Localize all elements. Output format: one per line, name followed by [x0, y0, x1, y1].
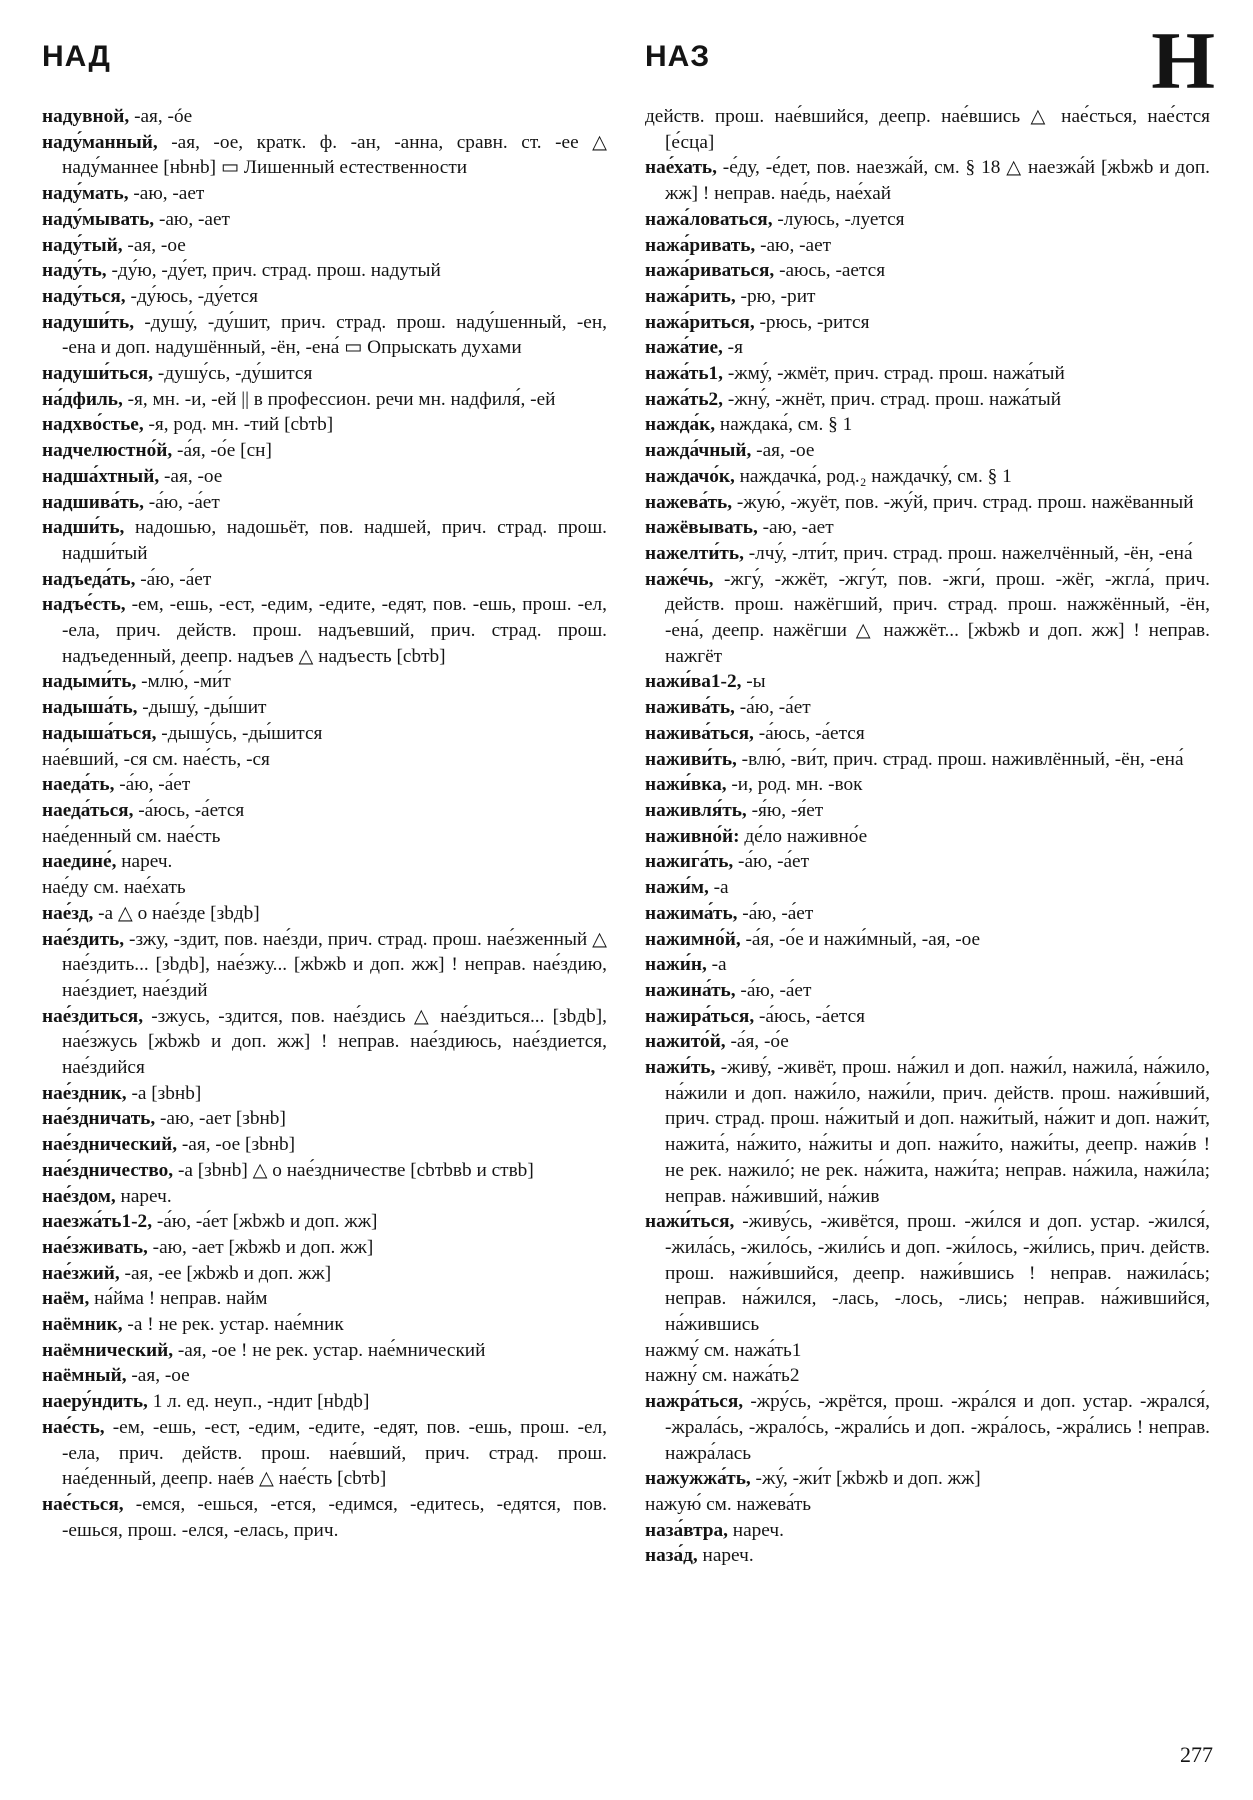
- headword: нажимно́й,: [645, 928, 741, 950]
- entry-text: -ая, -óе: [129, 106, 193, 127]
- entry-text: -влю́, -ви́т, прич. страд. прош. наживлённый, -ён, -ена́: [736, 748, 1184, 770]
- headword: нажито́й,: [645, 1031, 726, 1053]
- entry-text: -зжу, -здит, пов. нае́зди, прич. страд. прош. нае́зженный △ нае́здить... [зbдb], нае́зжу... [жbжb и доп. жж] ! неправ. нае́здию, нае́здиет, нае́здий: [62, 928, 607, 1001]
- entry-text: -а́юсь, -а́ется: [753, 722, 865, 744]
- dictionary-entry: [645, 1492, 1210, 1518]
- entry-text: -а́ю, -а́ет: [135, 568, 212, 590]
- headword: наживно́й:: [645, 825, 740, 847]
- headword: нае́здить,: [42, 928, 125, 950]
- headword: наеда́ть,: [42, 774, 115, 796]
- headword: надхво́стье,: [42, 414, 144, 436]
- page-number: 277: [1180, 1742, 1213, 1767]
- right-column: [645, 104, 1210, 1569]
- dictionary-entry: [42, 1389, 607, 1415]
- entry-text: -душу́, -ду́шит, прич. страд. прош. наду́шенный, -ен, -ена и доп. надушённый, -ён, -ена́ ▭ Опрыскать духами: [62, 311, 607, 359]
- entry-text: нае́денный см. нае́сть: [42, 825, 221, 847]
- headword: наеру́ндить,: [42, 1391, 148, 1413]
- dictionary-entry: [42, 207, 607, 233]
- entry-text: -ду́ю, -ду́ет, прич. страд. прош. надутый: [106, 260, 441, 282]
- entry-text: -а: [706, 954, 727, 976]
- entry-text: -жую́, -жуёт, пов. -жу́й, прич. страд. прош. нажёванный: [732, 491, 1194, 513]
- headword: нажда́чный,: [645, 440, 752, 462]
- dictionary-entry: [645, 1004, 1210, 1030]
- dictionary-entry: [645, 1518, 1210, 1544]
- headword: наживи́ть,: [645, 748, 737, 770]
- entry-text: -жну́, -жнёт, прич. страд. прош. нажа́тый: [723, 388, 1062, 410]
- dictionary-entry: [645, 1389, 1210, 1466]
- headword: нае́зднический,: [42, 1134, 178, 1156]
- running-head-right: НАЗ: [645, 40, 711, 73]
- dictionary-entry: [42, 490, 607, 516]
- dictionary-entry: [42, 1415, 607, 1492]
- dictionary-entry: [42, 1184, 607, 1210]
- entry-text: -аю, -ает: [128, 183, 205, 205]
- entry-text: -я́ю, -я́ет: [746, 799, 824, 821]
- dictionary-entry: [42, 412, 607, 438]
- dictionary-entry: [645, 875, 1210, 901]
- entry-text: -а [зbнb] △ о нае́здничестве [сbтbвb и ствb]: [173, 1159, 534, 1181]
- entry-text: на́йма ! неправ. найм: [89, 1288, 268, 1310]
- dictionary-entry: [645, 1363, 1210, 1389]
- headword: нажа́ривать,: [645, 234, 756, 256]
- headword: нае́зжий,: [42, 1262, 120, 1284]
- headword: нажелти́ть,: [645, 542, 744, 564]
- dictionary-entry: [42, 361, 607, 387]
- entry-text: -ы: [741, 671, 766, 693]
- entry-text: -а́я, -о́е: [725, 1031, 789, 1053]
- entry-text: -млю́, -ми́т: [136, 671, 231, 693]
- headword: надуши́ться,: [42, 363, 154, 385]
- dictionary-entry: [42, 592, 607, 669]
- entry-text: -жму́, -жмёт, прич. страд. прош. нажа́тый: [723, 363, 1065, 385]
- dictionary-entry: [42, 1286, 607, 1312]
- entry-text: -аю, -ает: [757, 517, 834, 539]
- headword: наём,: [42, 1288, 90, 1310]
- dictionary-entry: [645, 155, 1210, 206]
- headword: нажи́вка,: [645, 774, 727, 796]
- dictionary-entry: [42, 104, 607, 130]
- dictionary-entry: [645, 284, 1210, 310]
- entry-text: нае́вший, -ся см. нае́сть, -ся: [42, 748, 270, 770]
- entry-text: -ем, -ешь, -ест, -едим, -едите, -едят, пов. -ешь, прош. -ел, -ела, прич. действ. прош. нае́вший, прич. страд. прош. нае́денный, деепр. нае́в △ нае́сть [сbтb]: [62, 1416, 607, 1490]
- headword: надыша́ть,: [42, 697, 138, 719]
- dictionary-entry: [645, 515, 1210, 541]
- entry-text: -а́ю, -а́ет: [737, 902, 814, 924]
- dictionary-entry: [645, 772, 1210, 798]
- dictionary-entry: [645, 490, 1210, 516]
- headword: наду́тый,: [42, 234, 123, 256]
- entry-text: -ая, -ое [зbнb]: [177, 1134, 296, 1156]
- entry-text: -а́ю, -а́ет: [143, 491, 220, 513]
- dictionary-entry: [42, 515, 607, 566]
- entry-text: -а [зbнb]: [126, 1082, 202, 1104]
- entry-text: -а́ю, -а́ет: [114, 774, 191, 796]
- headword: нае́здник,: [42, 1082, 127, 1104]
- dictionary-entry: [42, 824, 607, 850]
- headword: нажа́рить,: [645, 285, 736, 307]
- dictionary-entry: [645, 849, 1210, 875]
- entry-text: -жу́, -жи́т [жbжb и доп. жж]: [750, 1468, 981, 1490]
- entry-text: -ая, -ое: [122, 234, 186, 256]
- headword: надшива́ть,: [42, 491, 144, 513]
- dictionary-entry: [645, 104, 1210, 155]
- dictionary-entry: [645, 310, 1210, 336]
- dictionary-entry: [42, 1312, 607, 1338]
- dictionary-entry: [42, 1261, 607, 1287]
- entry-text: -ая, -ое: [126, 1365, 190, 1387]
- headword: наждачо́к,: [645, 465, 735, 487]
- entry-text: -а́ю, -а́ет [жbжb и доп. жж]: [152, 1211, 378, 1233]
- headword: нае́сть,: [42, 1416, 105, 1438]
- left-column: [42, 104, 607, 1543]
- dictionary-entry: [42, 464, 607, 490]
- headword: нае́здничество,: [42, 1159, 174, 1181]
- dictionary-entry: [42, 258, 607, 284]
- dictionary-entry: [645, 927, 1210, 953]
- dictionary-entry: [645, 233, 1210, 259]
- entry-text: -аю, -ает [зbнb]: [155, 1108, 286, 1130]
- headword: наду́манный,: [42, 131, 158, 153]
- headword: наду́мать,: [42, 183, 129, 205]
- entry-text: -а́юсь, -а́ется: [754, 1005, 866, 1027]
- headword: нажи́ть,: [645, 1057, 716, 1079]
- dictionary-entry: [42, 849, 607, 875]
- entry-text: -я, мн. -и, -ей || в профессион. речи мн. надфиля́, -ей: [122, 388, 556, 410]
- entry-text: -жгу́, -жжёт, -жгу́т, пов. -жги́, прош. -жёг, -жгла́, прич. действ. прош. нажёгший, прич. страд. прош. нажжённый, -ён, -ена́, деепр. нажёгши △ нажжёт... [жbжb и доп. жж] ! неправ. нажгёт: [665, 568, 1210, 667]
- headword: на́дфиль,: [42, 388, 123, 410]
- headword: наёмнический,: [42, 1339, 174, 1361]
- entry-text: -душу́сь, -ду́шится: [153, 363, 313, 385]
- headword: наёмный,: [42, 1365, 127, 1387]
- dictionary-entry: [645, 412, 1210, 438]
- headword: нажа́ловаться,: [645, 208, 773, 230]
- headword: наза́д,: [645, 1545, 698, 1567]
- dictionary-entry: [42, 1338, 607, 1364]
- headword: нае́зживать,: [42, 1236, 148, 1258]
- dictionary-entry: [645, 824, 1210, 850]
- running-head-left: НАД: [42, 40, 111, 73]
- dictionary-entry: [645, 901, 1210, 927]
- entry-text: -а́ю, -а́ет: [733, 851, 810, 873]
- entry-text: -живу́, -живёт, прош. на́жил и доп. нажи́л, нажила́, на́жило, на́жили и доп. нажи́ло, нажи́ли, прич. действ. прош. нажи́вший, прич. страд. прош. на́житый и доп. нажи́тый, на́жит и доп. нажи́т, нажита́, на́жито, на́житы и доп. нажи́то, нажи́ты, деепр. нажи́в ! не рек. нажило́; не рек. на́жита, нажи́та; неправ. на́жила, нажи́ла; неправ. на́живший, на́жив: [665, 1057, 1210, 1207]
- entry-text: -ая, -ое ! не рек. устар. нае́мнический: [173, 1339, 486, 1361]
- headword: нае́сться,: [42, 1493, 124, 1515]
- entry-text: нареч.: [115, 1185, 172, 1207]
- dictionary-entry: [645, 1543, 1210, 1569]
- entry-text: -ая, -ое, кратк. ф. -ан, -анна, сравн. ст. -ее △ наду́маннее [нbнb] ▭ Лишенный естественности: [62, 131, 607, 179]
- entry-text: -е́ду, -е́дет, пов. наезжа́й, см. § 18 △ наезжа́й [жbжb и доп. жж] ! неправ. нае́дь, нае́хай: [665, 157, 1210, 205]
- dictionary-entry: [42, 567, 607, 593]
- dictionary-entry: [645, 1055, 1210, 1209]
- headword: наезжа́ть1-2,: [42, 1211, 153, 1233]
- dictionary-entry: [42, 1492, 607, 1543]
- dictionary-entry: [645, 798, 1210, 824]
- headword: нажи́ва1-2,: [645, 671, 742, 693]
- headword: нажра́ться,: [645, 1391, 744, 1413]
- entry-text: -ая, -ое: [751, 440, 815, 462]
- headword: нажа́риваться,: [645, 260, 775, 282]
- headword: наза́втра,: [645, 1519, 728, 1541]
- dictionary-entry: [645, 541, 1210, 567]
- dictionary-entry: [42, 1363, 607, 1389]
- dictionary-entry: [42, 798, 607, 824]
- headword: нае́здиться,: [42, 1005, 144, 1027]
- headword: нае́здничать,: [42, 1108, 156, 1130]
- dictionary-entry: [42, 772, 607, 798]
- headword: нажира́ться,: [645, 1005, 755, 1027]
- dictionary-entry: [42, 1235, 607, 1261]
- entry-text: наждака́, см. § 1: [715, 414, 853, 436]
- dictionary-entry: [645, 1209, 1210, 1338]
- entry-text: -ем, -ешь, -ест, -едим, -едите, -едят, пов. -ешь, прош. -ел, -ела, прич. действ. прош. надъевший, прич. страд. прош. надъеденный, деепр. надъев △ надъесть [сbтb]: [62, 594, 607, 667]
- headword: нажёвывать,: [645, 517, 758, 539]
- section-letter: Н: [1151, 15, 1215, 106]
- headword: наду́ться,: [42, 285, 126, 307]
- entry-text: -и, род. мн. -вок: [726, 774, 863, 796]
- headword: нажига́ть,: [645, 851, 734, 873]
- entry-text: нае́ду см. нае́хать: [42, 877, 186, 899]
- dictionary-entry: [645, 567, 1210, 670]
- headword: надыми́ть,: [42, 671, 137, 693]
- dictionary-entry: [645, 978, 1210, 1004]
- entry-text: -а́я, -о́е и нажи́мный, -ая, -ое: [740, 928, 981, 950]
- entry-text: -рю, -рит: [735, 285, 816, 307]
- dictionary-entry: [42, 310, 607, 361]
- entry-text: -а́юсь, -а́ется: [133, 799, 245, 821]
- dictionary-entry: [42, 875, 607, 901]
- entry-text: -живу́сь, -живётся, прош. -жи́лся и доп. устар. -жился́, -жила́сь, -жило́сь, -жили́сь и доп. -жи́лось, -жи́лись, прич. действ. прош. нажи́вшийся, деепр. нажи́вшись ! неправ. нажила́сь; неправ. на́жился, -лась, -лось, -лись; неправ. на́жившийся, на́жившись: [665, 1211, 1210, 1336]
- entry-text: -луюсь, -луется: [772, 208, 905, 230]
- entry-text: -а ! не рек. устар. нае́мник: [122, 1314, 344, 1336]
- headword: наедине́,: [42, 851, 117, 873]
- dictionary-entry: [42, 1004, 607, 1081]
- headword: нажда́к,: [645, 414, 716, 436]
- dictionary-entry: [645, 335, 1210, 361]
- dictionary-entry: [42, 927, 607, 1004]
- entry-text: 1 л. ед. неуп., -ндит [нbдb]: [147, 1391, 370, 1413]
- headword: нажа́ть2,: [645, 388, 724, 410]
- dictionary-entry: [42, 1106, 607, 1132]
- entry-text: -зжусь, -здится, пов. нае́здись △ нае́здиться... [зbдb], нае́зжусь [жbжb и доп. жж] ! неправ. нае́здиюсь, нае́здиется, нае́здийся: [62, 1005, 607, 1079]
- entry-text: -аю, -ает: [154, 208, 230, 230]
- dictionary-entry: [42, 233, 607, 259]
- dictionary-entry: [42, 721, 607, 747]
- headword: надъеда́ть,: [42, 568, 136, 590]
- dictionary-entry: [645, 695, 1210, 721]
- entry-text: -дышу́сь, -ды́шится: [156, 722, 323, 744]
- dictionary-entry: [42, 1209, 607, 1235]
- headword: нажа́тие,: [645, 337, 723, 359]
- dictionary-entry: [645, 952, 1210, 978]
- headword: надчелюстно́й,: [42, 440, 173, 462]
- entry-text: -а́я, -о́е [сн]: [172, 440, 272, 462]
- dictionary-entry: [645, 1338, 1210, 1364]
- headword: нажи́м,: [645, 877, 709, 899]
- entry-text: -лчу́, -лти́т, прич. страд. прош. нажелчённый, -ён, -ена́: [743, 542, 1193, 564]
- entry-text: нажму́ см. нажа́ть1: [645, 1339, 802, 1361]
- entry-text: -аюсь, -ается: [774, 260, 886, 282]
- entry-text: де́ло наживно́е: [739, 825, 868, 847]
- headword: надуши́ть,: [42, 311, 135, 333]
- entry-text: -аю, -ает [жbжb и доп. жж]: [147, 1236, 374, 1258]
- entry-text: нажну́ см. нажа́ть2: [645, 1365, 800, 1387]
- dictionary-entry: [42, 438, 607, 464]
- headword: наёмник,: [42, 1314, 123, 1336]
- dictionary-entry: [42, 747, 607, 773]
- headword: нажива́ть,: [645, 697, 735, 719]
- headword: надши́ть,: [42, 517, 125, 539]
- entry-text: -а: [708, 877, 729, 899]
- headword: нажева́ть,: [645, 491, 733, 513]
- dictionary-entry: [645, 1029, 1210, 1055]
- dictionary-entry: [645, 669, 1210, 695]
- headword: нажина́ть,: [645, 979, 736, 1001]
- headword: нажи́ться,: [645, 1211, 735, 1233]
- entry-text: -ая, -ее [жbжb и доп. жж]: [119, 1262, 332, 1284]
- dictionary-entry: [42, 284, 607, 310]
- dictionary-entry: [645, 721, 1210, 747]
- headword: нажима́ть,: [645, 902, 738, 924]
- entry-text: нажую́ см. нажева́ть: [645, 1493, 812, 1515]
- dictionary-entry: [42, 1132, 607, 1158]
- headword: наже́чь,: [645, 568, 714, 590]
- dictionary-entry: [42, 387, 607, 413]
- dictionary-entry: [645, 464, 1210, 490]
- headword: нажи́н,: [645, 954, 707, 976]
- headword: нажива́ться,: [645, 722, 754, 744]
- dictionary-entry: [42, 130, 607, 181]
- headword: надувной,: [42, 106, 130, 127]
- entry-text: -аю, -ает: [755, 234, 832, 256]
- headword: нажа́риться,: [645, 311, 755, 333]
- headword: нажужжа́ть,: [645, 1468, 751, 1490]
- headword: наду́мывать,: [42, 208, 155, 230]
- entry-text: нареч.: [116, 851, 173, 873]
- headword: нае́хать,: [645, 157, 717, 179]
- headword: нае́здом,: [42, 1185, 116, 1207]
- headword: наеда́ться,: [42, 799, 134, 821]
- dictionary-entry: [42, 1081, 607, 1107]
- entry-text: нареч.: [697, 1545, 754, 1567]
- dictionary-entry: [42, 695, 607, 721]
- dictionary-entry: [42, 1158, 607, 1184]
- headword: нае́зд,: [42, 902, 94, 924]
- entry-text: -а́ю, -а́ет: [734, 697, 811, 719]
- entry-text: -жру́сь, -жрётся, прош. -жра́лся и доп. устар. -жрался́, -жрала́сь, -жрало́сь, -жрали́сь и доп. -жра́лось, -жра́лись ! неправ. нажра́лась: [665, 1391, 1210, 1464]
- dictionary-entry: [42, 181, 607, 207]
- dictionary-entry: [645, 438, 1210, 464]
- entry-text: -ду́юсь, -ду́ется: [125, 285, 258, 307]
- entry-text: -дышу́, -ды́шит: [137, 697, 267, 719]
- entry-text: -емся, -ешься, -ется, -едимся, -едитесь, -едятся, пов. -ешься, прош. -елся, -елась, прич.: [62, 1493, 607, 1541]
- dictionary-entry: [645, 747, 1210, 773]
- entry-text: надошью, надошьёт, пов. надшей, прич. страд. прош. надши́тый: [62, 517, 607, 564]
- entry-text: нареч.: [727, 1519, 784, 1541]
- dictionary-entry: [645, 387, 1210, 413]
- dictionary-entry: [42, 669, 607, 695]
- entry-text: действ. прош. нае́вшийся, деепр. нае́вшись △ нае́сться, нае́стся [е́сца]: [645, 106, 1210, 153]
- headword: нажа́ть1,: [645, 363, 724, 385]
- entry-text: -я: [722, 337, 743, 359]
- entry-text: -я, род. мн. -тий [сbтb]: [143, 414, 334, 436]
- headword: наду́ть,: [42, 260, 107, 282]
- headword: наживля́ть,: [645, 799, 747, 821]
- headword: надъе́сть,: [42, 594, 126, 616]
- headword: надыша́ться,: [42, 722, 157, 744]
- entry-text: -ая, -ое: [159, 465, 223, 487]
- dictionary-entry: [645, 361, 1210, 387]
- entry-text: -рюсь, -рится: [754, 311, 870, 333]
- entry-text: -а △ о нае́зде [зbдb]: [93, 902, 260, 924]
- dictionary-entry: [42, 901, 607, 927]
- dictionary-entry: [645, 258, 1210, 284]
- headword: надша́хтный,: [42, 465, 160, 487]
- dictionary-entry: [645, 207, 1210, 233]
- entry-text: -а́ю, -а́ет: [735, 979, 812, 1001]
- entry-text: наждачка́, род.₂ наждачку́, см. § 1: [734, 465, 1012, 487]
- dictionary-entry: [645, 1466, 1210, 1492]
